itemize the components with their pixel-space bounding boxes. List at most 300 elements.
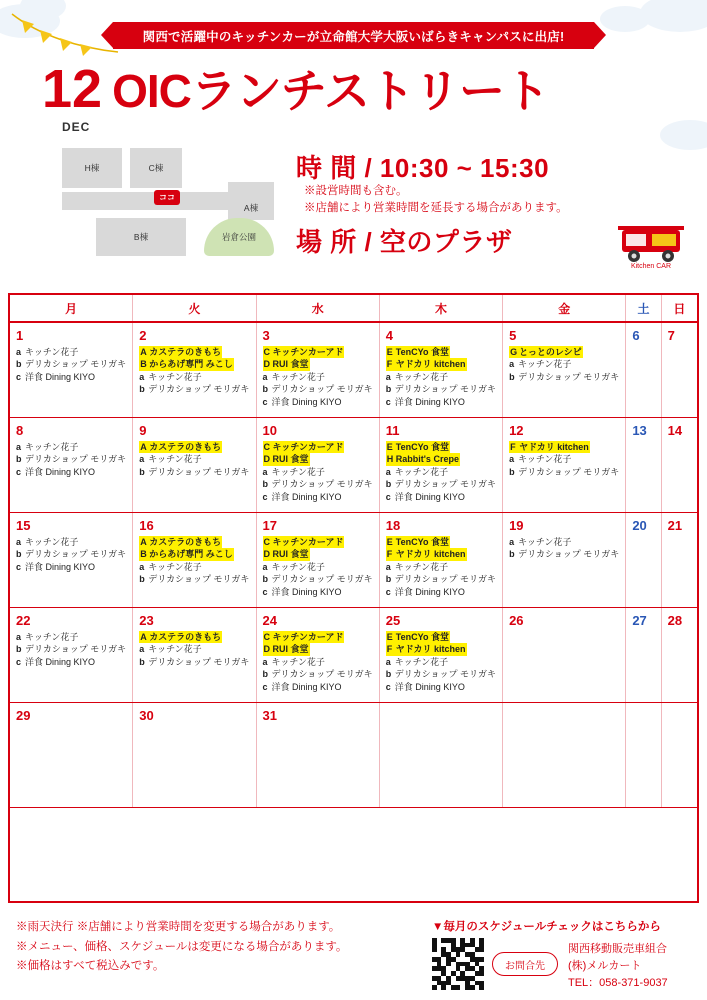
vendor-key: c: [385, 396, 391, 407]
calendar-vendor-entry: [263, 536, 374, 548]
vendor-name: TenCYo 食堂: [395, 632, 449, 642]
vendor-key: A: [140, 632, 147, 642]
vendor-name: デリカショップ モリガキ: [25, 359, 127, 370]
calendar-vendor-entry: [16, 453, 127, 465]
calendar-day-number: 7: [667, 328, 675, 343]
vendor-key: F: [510, 442, 516, 452]
calendar-vendor-entry: [263, 631, 374, 643]
calendar-vendor-entry: [16, 536, 127, 548]
calendar-day-cell: [626, 608, 661, 702]
calendar-day-number: 12: [509, 423, 524, 438]
calendar-day-number: 30: [139, 708, 154, 723]
vendor-name: 洋食 Dining KIYO: [271, 396, 342, 407]
weekday-thu: 木: [380, 295, 503, 321]
vendor-entry-text: [386, 657, 448, 667]
calendar-vendor-entry: [263, 548, 374, 560]
calendar-vendor-entry: [263, 466, 374, 478]
footer-notes: [16, 918, 347, 977]
vendor-key: b: [262, 574, 269, 585]
vendor-entry-text: [139, 562, 201, 572]
calendar-day-cell: [257, 513, 380, 607]
vendor-entry-text: [16, 359, 126, 369]
vendor-name: Rabbit's Crepe: [395, 454, 459, 465]
vendor-entry-text: [16, 537, 78, 547]
vendor-entry-text: [139, 536, 222, 548]
calendar-vendor-entry: [509, 548, 620, 560]
vendor-key: b: [509, 371, 515, 382]
vendor-entry-text: [386, 643, 467, 655]
weekday-sat: 土: [626, 295, 661, 321]
vendor-key: c: [16, 561, 22, 572]
vendor-name: 洋食 Dining KIYO: [271, 586, 342, 597]
calendar-vendor-entry: [386, 383, 497, 395]
calendar-vendor-entry: [263, 383, 374, 395]
calendar-day-cell: [503, 703, 626, 807]
vendor-key: b: [139, 466, 145, 477]
vendor-name: キッチン花子: [271, 656, 325, 667]
vendor-entry-text: [386, 631, 450, 643]
vendor-key: A: [140, 347, 147, 357]
calendar-day-cell: [133, 703, 256, 807]
calendar-vendor-entry: [16, 643, 127, 655]
vendor-entry-text: [386, 346, 450, 358]
calendar-vendor-entry: [386, 668, 497, 680]
vendor-key: b: [139, 574, 145, 585]
calendar-vendor-entry: [16, 371, 127, 383]
organizer-tel: TEL：058-371-9037: [568, 977, 668, 990]
vendor-key: c: [16, 371, 22, 382]
calendar-day-number: 4: [385, 328, 394, 343]
vendor-key: A: [140, 442, 147, 452]
calendar-vendor-entry: [16, 346, 127, 358]
vendor-name: キッチンカーアド: [272, 347, 344, 357]
calendar-vendor-entry: [386, 371, 497, 383]
weekday-mon: 月: [10, 295, 133, 321]
vendor-name: デリカショップ モリガキ: [394, 574, 496, 585]
calendar-day-number: 1: [16, 328, 24, 343]
calendar-vendor-entry: [509, 358, 620, 370]
vendor-name: キッチンカーアド: [272, 632, 344, 642]
vendor-entry-text: [509, 454, 571, 464]
calendar-day-cell: [380, 513, 503, 607]
vendor-key: a: [16, 632, 22, 642]
footer-note-3: ※価格はすべて税込みです。: [16, 960, 165, 973]
calendar-vendor-entry: [16, 441, 127, 453]
calendar-vendor-entry: [386, 573, 497, 585]
calendar-vendor-entry: [139, 656, 250, 668]
calendar-day-number: 24: [262, 613, 277, 628]
calendar-day-number: 20: [632, 518, 647, 533]
calendar-day-cell: [10, 323, 133, 417]
calendar-day-cell: [380, 608, 503, 702]
vendor-name: デリカショップ モリガキ: [25, 644, 127, 655]
organizer-name: 関西移動販売車組合: [568, 943, 667, 955]
calendar-day-cell: [662, 323, 697, 417]
calendar-day-number: 26: [509, 613, 524, 628]
calendar-vendor-entry: [509, 346, 620, 358]
vendor-key: b: [262, 479, 269, 490]
calendar-vendor-entry: [509, 536, 620, 548]
vendor-name: キッチン花子: [394, 466, 449, 477]
ribbon-text: 関西で活躍中のキッチンカーが立命館大学大阪いばらきキャンパスに出店!: [142, 29, 565, 44]
vendor-name: デリカショップ モリガキ: [148, 384, 250, 395]
calendar-week-row: [10, 513, 697, 608]
vendor-key: b: [16, 644, 22, 655]
calendar-vendor-entry: [263, 561, 374, 573]
vendor-entry-text: [263, 346, 345, 358]
vendor-name: カステラのきもち: [149, 537, 222, 547]
calendar-day-number: 15: [16, 518, 31, 533]
calendar-week-row: [10, 608, 697, 703]
map-park: [204, 218, 274, 256]
map-block-label: C棟: [148, 163, 164, 173]
vendor-entry-text: [509, 372, 619, 382]
vendor-key: a: [16, 537, 22, 547]
vendor-key: b: [16, 359, 22, 370]
vendor-entry-text: [139, 358, 234, 370]
calendar-vendor-entry: [386, 453, 497, 465]
calendar-vendor-entry: [386, 466, 497, 478]
calendar-header-row: [10, 295, 697, 323]
vendor-key: B: [140, 549, 147, 560]
map-block-c: [130, 148, 182, 188]
vendor-entry-text: [386, 682, 465, 692]
vendor-name: キッチン花子: [148, 371, 202, 382]
vendor-name: キッチン花子: [25, 442, 79, 452]
calendar-vendor-entry: [16, 561, 127, 573]
calendar-vendor-entry: [263, 371, 374, 383]
calendar-vendor-entry: [263, 573, 374, 585]
vendor-name: ヤドカリ kitchen: [395, 359, 466, 370]
vendor-name: 洋食 Dining KIYO: [271, 681, 342, 692]
vendor-entry-text: [386, 492, 465, 502]
vendor-entry-text: [509, 549, 619, 559]
calendar-vendor-entry: [16, 548, 127, 560]
vendor-name: 洋食 Dining KIYO: [394, 396, 465, 407]
weekday-wed: 水: [257, 295, 380, 321]
vendor-entry-text: [263, 682, 342, 692]
vendor-name: キッチン花子: [394, 371, 449, 382]
vendor-key: a: [385, 466, 391, 477]
calendar-day-cell: [380, 703, 503, 807]
vendor-entry-text: [139, 657, 249, 667]
vendor-key: c: [262, 681, 268, 692]
vendor-name: デリカショップ モリガキ: [271, 384, 373, 395]
organizer-info: [568, 941, 668, 992]
vendor-entry-text: [263, 548, 310, 560]
vendor-key: a: [385, 656, 391, 667]
vendor-key: b: [262, 669, 269, 680]
calendar-day-number: 28: [667, 613, 683, 628]
calendar-day-number: 9: [139, 423, 147, 438]
calendar-day-number: 2: [139, 328, 147, 343]
cloud-decoration: [660, 120, 707, 150]
map-park-label: 岩倉公園: [221, 232, 256, 242]
calendar-day-cell: [10, 513, 133, 607]
vendor-entry-text: [263, 441, 345, 453]
calendar-day-number: 21: [667, 518, 683, 533]
vendor-entry-text: [386, 669, 496, 679]
time-note-extension: ※店舗により営業時間を延長する場合があります。: [304, 202, 568, 214]
vendor-entry-text: [263, 587, 342, 597]
vendor-key: E: [386, 537, 393, 547]
vendor-entry-text: [386, 441, 450, 453]
vendor-name: カステラのきもち: [149, 632, 222, 642]
calendar-vendor-entry: [139, 371, 250, 383]
vendor-name: TenCYo 食堂: [395, 347, 449, 357]
vendor-key: c: [16, 656, 22, 667]
vendor-name: デリカショップ モリガキ: [148, 466, 250, 477]
vendor-entry-text: [386, 358, 467, 370]
vendor-key: C: [263, 442, 271, 452]
vendor-key: c: [385, 491, 391, 502]
calendar-vendor-entry: [139, 346, 250, 358]
vendor-key: c: [16, 466, 22, 477]
weekday-tue: 火: [133, 295, 256, 321]
map-block-label: A棟: [243, 203, 259, 213]
map-here-marker: [154, 190, 180, 205]
cloud-decoration: [640, 0, 707, 32]
vendor-entry-text: [16, 632, 78, 642]
calendar-vendor-entry: [139, 358, 250, 370]
map-road: [62, 192, 242, 210]
vendor-key: a: [385, 561, 391, 572]
calendar-vendor-entry: [263, 668, 374, 680]
vendor-entry-text: [263, 479, 373, 489]
calendar-vendor-entry: [509, 441, 620, 453]
weekday-sun: 日: [673, 301, 686, 316]
vendor-key: C: [263, 347, 271, 357]
vendor-key: b: [262, 384, 269, 395]
vendor-key: a: [262, 371, 268, 382]
calendar-day-number: 25: [385, 613, 401, 628]
vendor-entry-text: [263, 574, 373, 584]
vendor-entry-text: [139, 631, 222, 643]
calendar-day-number: 31: [262, 708, 277, 723]
vendor-name: キッチン花子: [148, 561, 202, 572]
ribbon-banner: [113, 22, 594, 49]
vendor-entry-text: [263, 453, 310, 465]
kitchen-car-icon: [612, 218, 692, 273]
vendor-name: デリカショップ モリガキ: [271, 574, 373, 585]
contact-badge-label: お問合先: [505, 960, 545, 972]
vendor-entry-text: [386, 574, 496, 584]
time-label: 時 間 /: [296, 153, 373, 183]
calendar-vendor-entry: [139, 643, 250, 655]
vendor-key: C: [263, 537, 271, 547]
title-month-en: DEC: [62, 120, 91, 134]
event-place: [296, 222, 512, 259]
vendor-name: 洋食 Dining KIYO: [25, 371, 96, 382]
calendar-day-cell: [257, 323, 380, 417]
vendor-name: からあげ専門 みこし: [149, 549, 233, 560]
vendor-name: カステラのきもち: [149, 442, 222, 452]
calendar-vendor-entry: [509, 453, 620, 465]
vendor-key: D: [263, 454, 271, 465]
calendar-vendor-entry: [263, 358, 374, 370]
calendar-vendor-entry: [386, 656, 497, 668]
calendar-vendor-entry: [386, 491, 497, 503]
calendar-day-cell: [133, 323, 256, 417]
vendor-name: デリカショップ モリガキ: [25, 454, 127, 465]
vendor-name: からあげ専門 みこし: [149, 359, 233, 370]
vendor-name: キッチン花子: [394, 656, 449, 667]
vendor-key: a: [139, 561, 145, 572]
vendor-entry-text: [263, 397, 342, 407]
vendor-entry-text: [509, 346, 583, 358]
qr-code[interactable]: [432, 938, 484, 990]
calendar-vendor-entry: [263, 681, 374, 693]
vendor-key: a: [262, 466, 268, 477]
calendar-vendor-entry: [139, 631, 250, 643]
vendor-entry-text: [16, 442, 78, 452]
vendor-key: a: [385, 371, 391, 382]
calendar-day-cell: [503, 418, 626, 512]
vendor-key: b: [139, 656, 145, 667]
vendor-key: c: [385, 681, 391, 692]
vendor-name: ヤドカリ kitchen: [395, 549, 466, 560]
calendar-day-cell: [626, 418, 661, 512]
vendor-key: a: [139, 454, 145, 465]
vendor-name: TenCYo 食堂: [395, 537, 449, 547]
vendor-entry-text: [386, 397, 465, 407]
vendor-name: キッチン花子: [518, 359, 572, 370]
vendor-entry-text: [386, 587, 465, 597]
footer-note-2: ※メニュー、価格、スケジュールは変更になる場合があります。: [16, 940, 348, 953]
vendor-entry-text: [263, 372, 325, 382]
vendor-name: 洋食 Dining KIYO: [394, 586, 465, 597]
vendor-key: b: [16, 454, 22, 465]
vendor-key: c: [262, 396, 268, 407]
calendar-vendor-entry: [263, 453, 374, 465]
calendar-vendor-entry: [139, 561, 250, 573]
vendor-entry-text: [139, 574, 249, 584]
vendor-entry-text: [16, 467, 95, 477]
calendar-day-number: 27: [632, 613, 647, 628]
vendor-name: デリカショップ モリガキ: [271, 479, 373, 490]
weekday-fri: 金: [503, 295, 626, 321]
cloud-decoration: [600, 6, 650, 32]
calendar-vendor-entry: [386, 346, 497, 358]
vendor-key: a: [262, 561, 268, 572]
calendar-day-cell: [662, 513, 697, 607]
place-label: 場 所 /: [296, 227, 373, 257]
vendor-entry-text: [386, 467, 448, 477]
calendar-day-cell: [503, 323, 626, 417]
calendar-body: [10, 323, 697, 808]
vendor-name: デリカショップ モリガキ: [394, 479, 496, 490]
vendor-entry-text: [139, 384, 249, 394]
vendor-entry-text: [386, 372, 448, 382]
vendor-name: デリカショップ モリガキ: [394, 384, 496, 395]
vendor-key: F: [386, 644, 393, 655]
calendar-vendor-entry: [16, 358, 127, 370]
vendor-name: キッチン花子: [518, 454, 572, 465]
vendor-key: E: [386, 347, 393, 357]
vendor-key: a: [509, 454, 515, 465]
vendor-name: RUI 食堂: [272, 549, 309, 560]
vendor-entry-text: [386, 562, 448, 572]
vendor-key: b: [385, 574, 392, 585]
vendor-name: キッチンカーアド: [272, 537, 344, 547]
vendor-entry-text: [16, 657, 95, 667]
vendor-key: b: [139, 384, 145, 395]
calendar-vendor-entry: [263, 586, 374, 598]
vendor-key: c: [262, 491, 268, 502]
vendor-entry-text: [139, 467, 249, 477]
calendar-vendor-entry: [386, 586, 497, 598]
vendor-key: a: [262, 656, 268, 667]
event-time: [296, 148, 549, 185]
calendar-vendor-entry: [263, 396, 374, 408]
calendar-day-cell: [133, 608, 256, 702]
schedule-check-text: ▼毎月のスケジュールチェックはこちらから: [432, 921, 661, 933]
calendar-vendor-entry: [386, 441, 497, 453]
vendor-entry-text: [386, 479, 496, 489]
calendar-day-cell: [503, 513, 626, 607]
vendor-name: キッチンカーアド: [272, 442, 344, 452]
vendor-entry-text: [386, 536, 450, 548]
vendor-entry-text: [139, 644, 201, 654]
calendar-vendor-entry: [16, 466, 127, 478]
vendor-key: b: [385, 479, 392, 490]
calendar-day-number: 29: [16, 708, 31, 723]
qr-module: [479, 985, 484, 990]
vendor-entry-text: [16, 644, 126, 654]
vendor-name: デリカショップ モリガキ: [518, 466, 620, 477]
vendor-key: a: [509, 537, 515, 547]
title-month-number: 12: [42, 59, 103, 119]
vendor-key: b: [509, 549, 515, 560]
map-block-label: H棟: [84, 163, 100, 173]
calendar-vendor-entry: [16, 631, 127, 643]
calendar-day-number: 22: [16, 613, 31, 628]
vendor-name: デリカショップ モリガキ: [148, 574, 250, 585]
vendor-name: デリカショップ モリガキ: [148, 656, 250, 667]
calendar-vendor-entry: [139, 383, 250, 395]
vendor-name: デリカショップ モリガキ: [518, 371, 620, 382]
calendar-vendor-entry: [263, 491, 374, 503]
calendar-vendor-entry: [386, 536, 497, 548]
time-value: 10:30 ~ 15:30: [379, 153, 550, 183]
vendor-key: F: [386, 359, 393, 370]
vendor-key: b: [16, 549, 22, 560]
vendor-name: ヤドカリ kitchen: [395, 644, 466, 655]
calendar-vendor-entry: [263, 643, 374, 655]
calendar-vendor-entry: [386, 358, 497, 370]
calendar-day-cell: [133, 418, 256, 512]
vendor-name: 洋食 Dining KIYO: [25, 466, 96, 477]
calendar-day-cell: [380, 418, 503, 512]
map-block-a: [228, 182, 274, 220]
vendor-key: B: [140, 359, 147, 370]
vendor-key: D: [263, 359, 271, 370]
vendor-name: キッチン花子: [25, 632, 79, 642]
vendor-entry-text: [386, 453, 460, 465]
vendor-entry-text: [16, 347, 78, 357]
title-main-text: OICランチストリート: [112, 65, 550, 117]
vendor-key: a: [139, 371, 145, 382]
vendor-name: デリカショップ モリガキ: [394, 669, 496, 680]
calendar-day-number: 13: [632, 423, 647, 438]
vendor-name: キッチン花子: [25, 347, 79, 357]
map-block-b: [96, 218, 186, 256]
vendor-key: E: [386, 632, 393, 642]
calendar-day-cell: [503, 608, 626, 702]
vendor-key: A: [140, 537, 147, 547]
calendar-day-cell: [662, 703, 697, 807]
organizer-company: (株)メルカート: [568, 960, 642, 973]
